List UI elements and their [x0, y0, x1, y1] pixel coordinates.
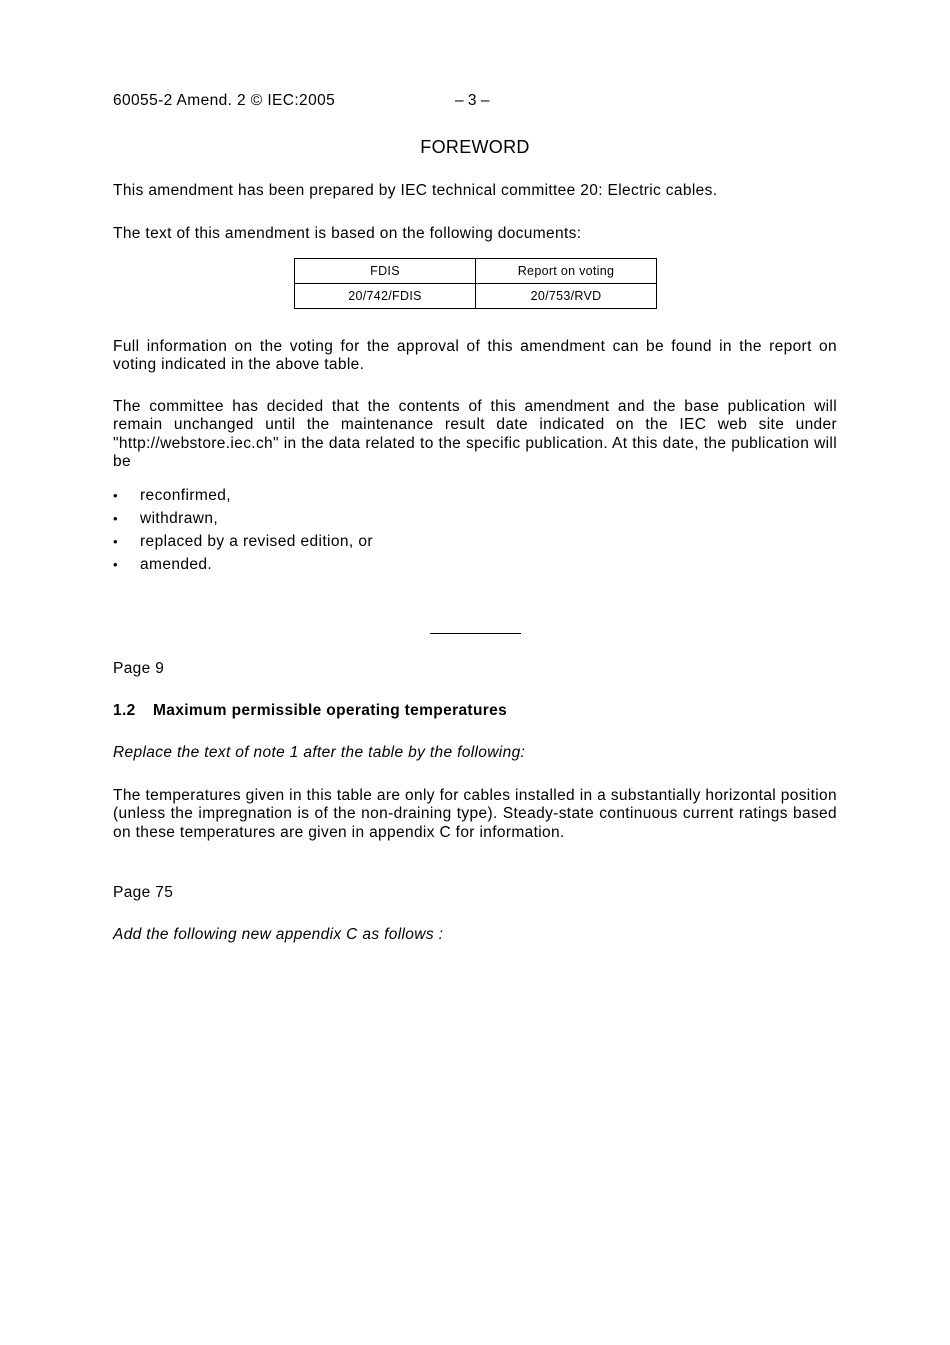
page-number: – 3 –	[455, 92, 490, 109]
foreword-title: FOREWORD	[420, 137, 530, 157]
table-cell: 20/753/RVD	[476, 284, 657, 309]
table-header-cell: FDIS	[295, 259, 476, 284]
table-row	[295, 284, 657, 309]
section-title: Maximum permissible operating temperatures	[153, 702, 508, 719]
list-item: • replaced by a revised edition, or	[113, 533, 373, 550]
bullet-icon: •	[113, 511, 118, 526]
outcome-list	[113, 487, 373, 579]
instruction-text: Replace the text of note 1 after the table by the following:	[113, 744, 526, 761]
page-reference: Page 9	[113, 660, 165, 677]
documents-intro: The text of this amendment is based on the following documents:	[113, 225, 582, 242]
list-item: • reconfirmed,	[113, 487, 231, 504]
bullet-icon: •	[113, 488, 118, 503]
table-header-row	[295, 259, 657, 284]
separator-line	[430, 633, 521, 634]
bullet-icon: •	[113, 534, 118, 549]
instruction-text: Add the following new appendix C as follows :	[113, 926, 444, 943]
section-heading	[113, 702, 837, 720]
maintenance-paragraph: The committee has decided that the contents of this amendment and the base publication will remain unchanged until the maintenance result date indicated on the IEC web site under "http://webstore.iec.ch" in the data related to the specific publication. At this date, the publication will be	[113, 398, 837, 470]
section-number: 1.2	[113, 702, 136, 719]
table-cell: 20/742/FDIS	[295, 284, 476, 309]
document-id: 60055-2 Amend. 2 © IEC:2005	[113, 92, 336, 109]
replacement-paragraph: The temperatures given in this table are only for cables installed in a substantially horizontal position (unless the impregnation is of the non-draining type). Steady-state continuous current ratings based on these temperatures are given in appendix C for information.	[113, 787, 837, 841]
page-reference: Page 75	[113, 884, 174, 901]
foreword-intro: This amendment has been prepared by IEC technical committee 20: Electric cables.	[113, 182, 718, 199]
table-header-cell: Report on voting	[476, 259, 657, 284]
list-item: • withdrawn,	[113, 510, 219, 527]
bullet-icon: •	[113, 557, 118, 572]
documents-table	[294, 258, 657, 309]
list-item: • amended.	[113, 556, 213, 573]
voting-info-paragraph: Full information on the voting for the approval of this amendment can be found in the report on voting indicated in the above table.	[113, 338, 837, 374]
